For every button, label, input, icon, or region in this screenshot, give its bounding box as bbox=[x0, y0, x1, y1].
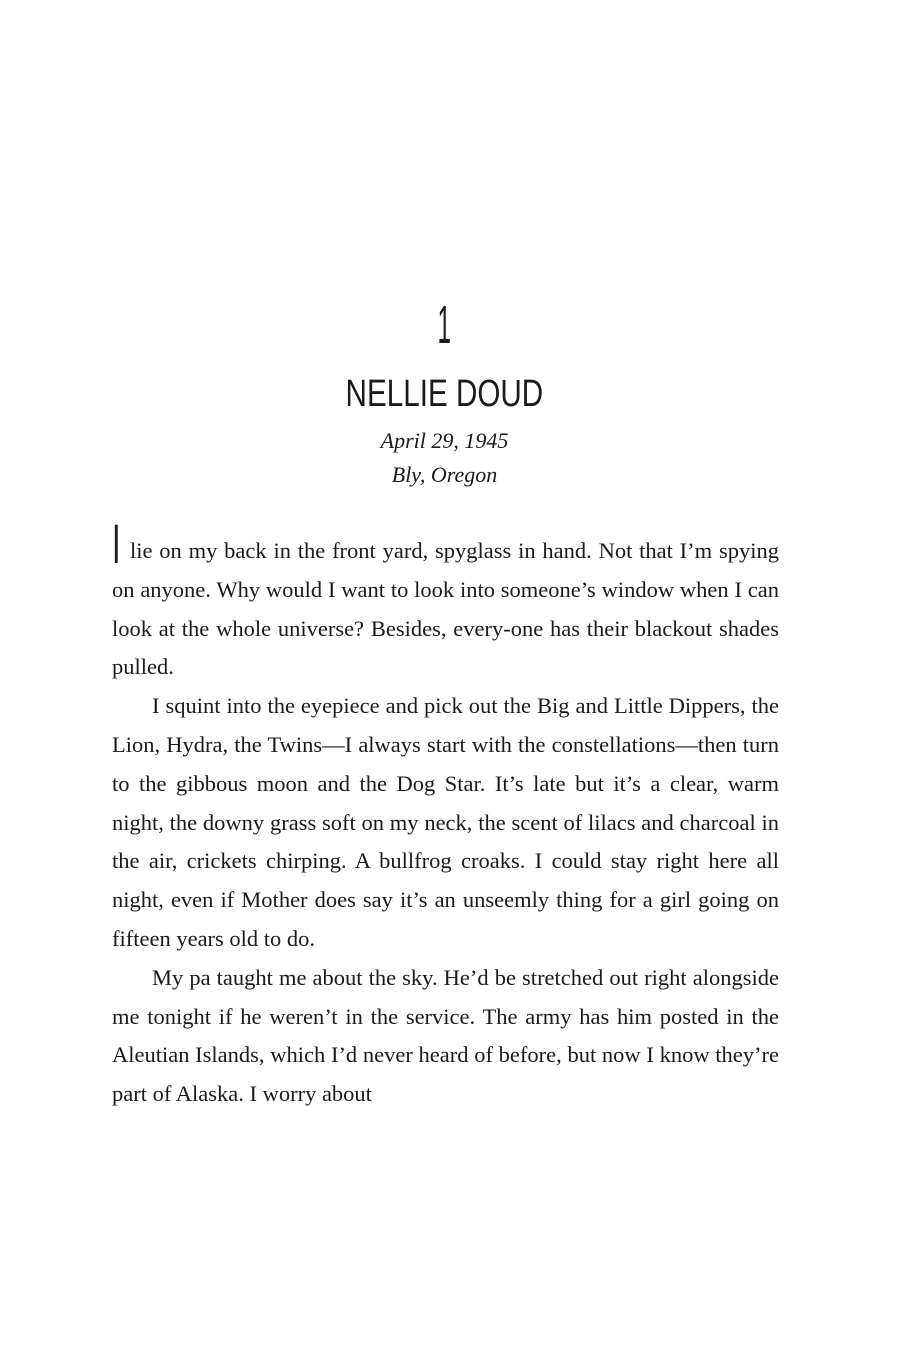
paragraph-2: I squint into the eyepiece and pick out the Big and Little Dippers, the Lion, Hydra, the Twins—I always start with the constellations—then turn to the gibbous moon and the Dog Star. It’s late but it’s a clear, warm night, the downy grass soft on my neck, the scent of lilacs and charcoal in the air, crickets chirping. A bullfrog croaks. I could stay right here all night, even if Mother does say it’s an unseemly thing for a girl going on fifteen years old to do. bbox=[112, 693, 779, 951]
chapter-title: NELLIE DOUD bbox=[345, 373, 544, 415]
chapter-place: Bly, Oregon bbox=[391, 462, 498, 487]
chapter-number: 1 bbox=[437, 295, 451, 355]
paragraph-1-text: lie on my back in the front yard, spyglass in hand. Not that I’m spying on anyone. Why would I want to look into someone’s window when I can look at the whole universe? Besides, every-one has their blackout shades pulled. bbox=[112, 538, 779, 680]
chapter-date: April 29, 1945 bbox=[380, 428, 509, 453]
dateline bbox=[0, 424, 889, 492]
paragraph-1 bbox=[112, 512, 779, 687]
body-text bbox=[112, 512, 779, 1114]
paragraph-3: My pa taught me about the sky. He’d be stretched out right alongside me tonight if he weren’t in the service. The army has him posted in the Aleutian Islands, which I’d never heard of before, but now I know they’re part of Alaska. I worry about bbox=[112, 964, 779, 1107]
drop-cap: I bbox=[112, 512, 121, 575]
